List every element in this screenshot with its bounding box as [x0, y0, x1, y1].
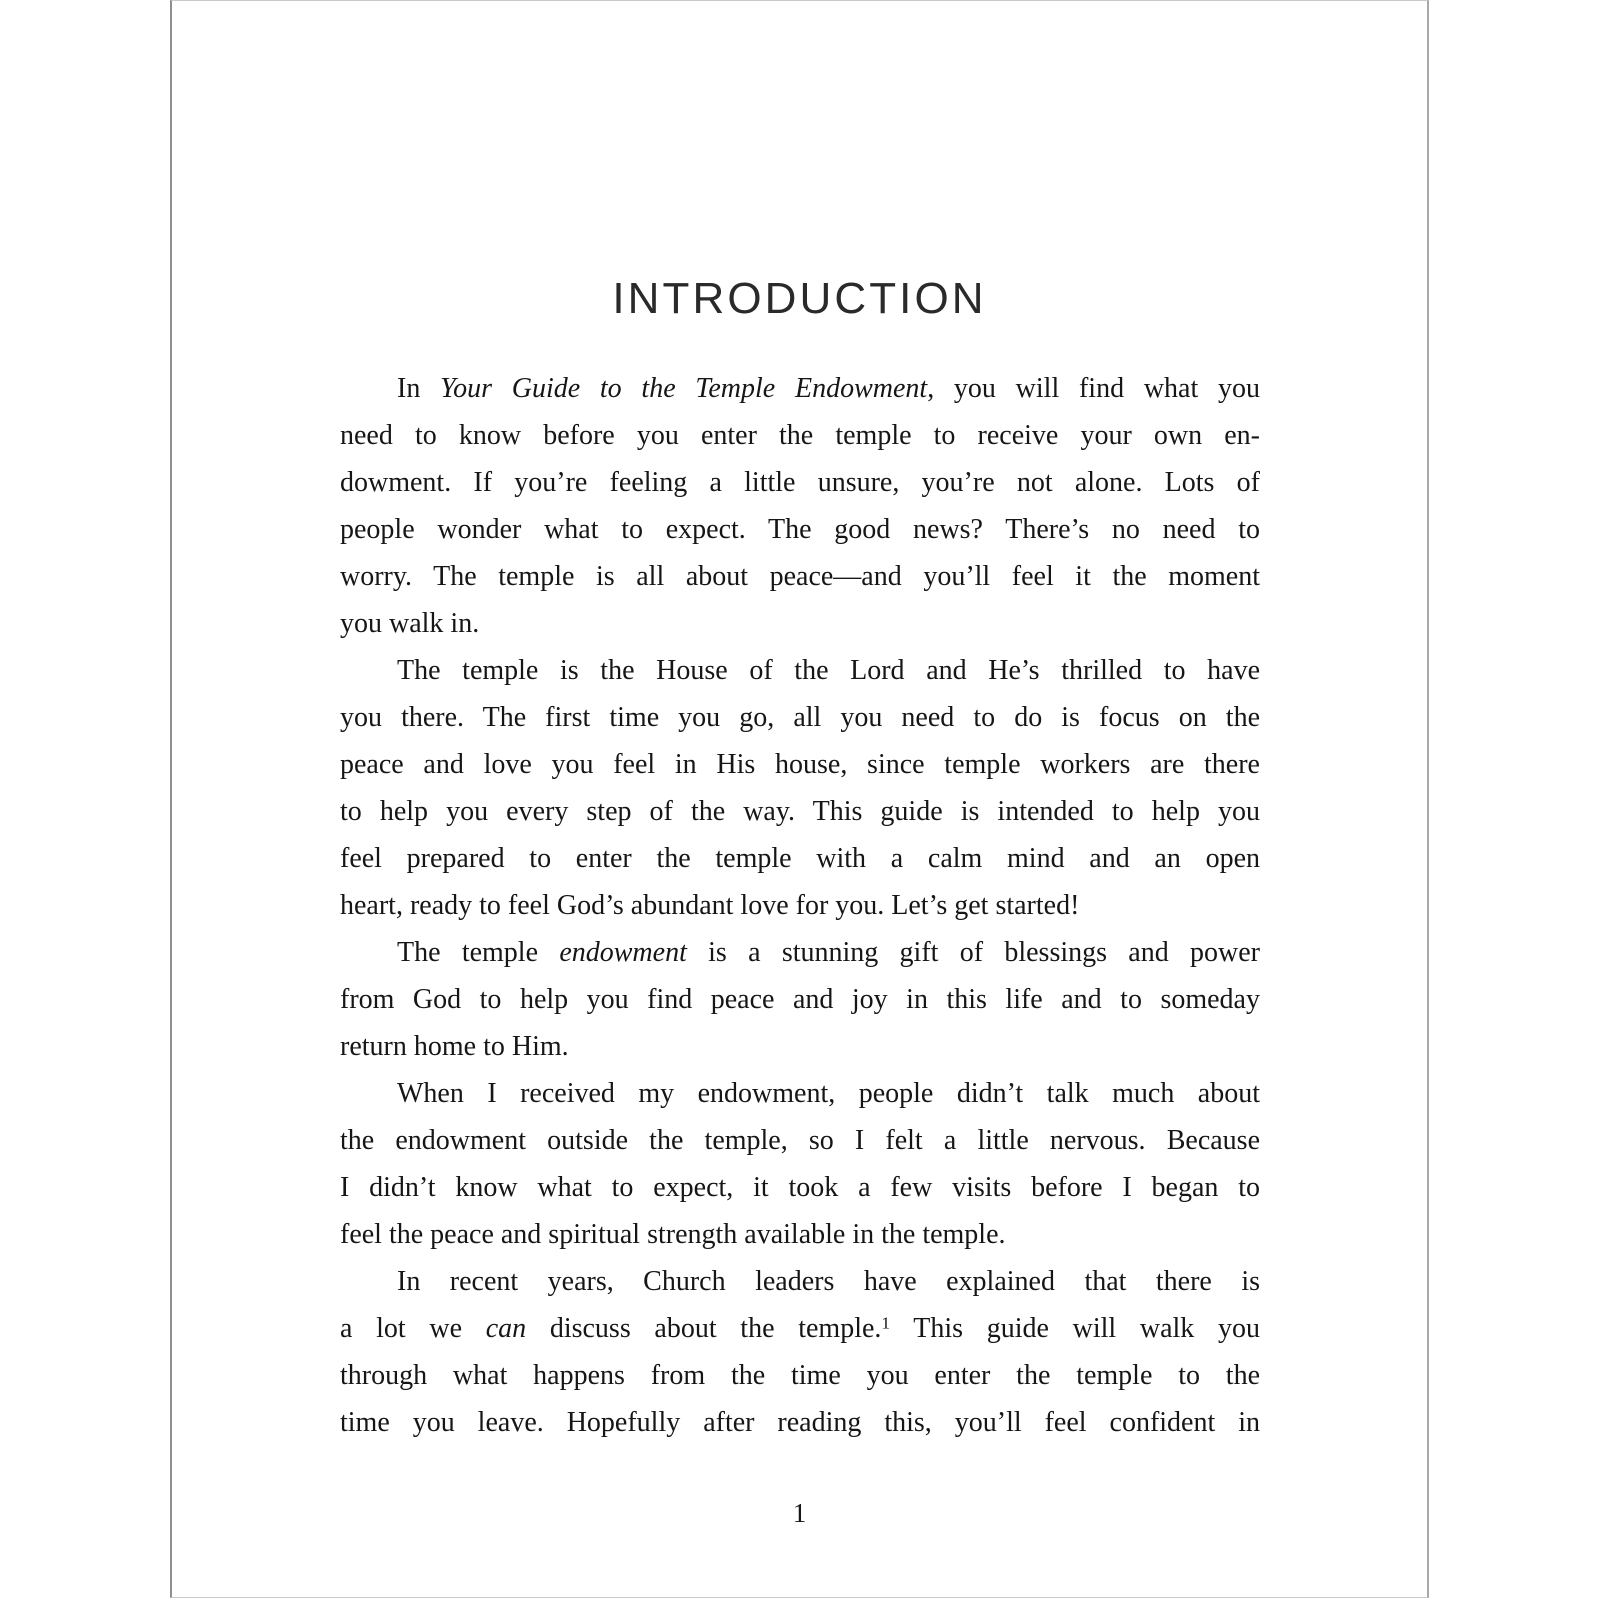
text-line	[340, 459, 1260, 506]
text-segment: Your Guide to the Temple Endowment	[440, 373, 928, 404]
text-segment: to help you every step of the way. This guide is intended to help you	[340, 796, 1260, 827]
text-line	[340, 976, 1260, 1023]
text-line	[340, 412, 1260, 459]
book-page	[170, 0, 1429, 1598]
text-line	[340, 365, 1260, 412]
text-line	[340, 1399, 1260, 1446]
text-line	[340, 1117, 1260, 1164]
text-segment: When I received my endowment, people didn’t talk much about	[397, 1078, 1260, 1109]
text-segment: The temple	[397, 937, 560, 968]
text-line	[340, 694, 1260, 741]
text-segment: feel prepared to enter the temple with a calm mind and an open	[340, 843, 1260, 874]
text-segment: In	[397, 373, 441, 404]
text-line	[340, 1305, 1260, 1352]
text-segment: you walk in.	[340, 608, 480, 639]
chapter-heading: INTRODUCTION	[612, 274, 987, 323]
text-segment: worry. The temple is all about peace—and you’ll feel it the moment	[340, 561, 1260, 592]
text-line	[340, 506, 1260, 553]
text-segment: you there. The first time you go, all you need to do is focus on the	[340, 702, 1260, 733]
text-segment: dowment. If you’re feeling a little unsure, you’re not alone. Lots of	[340, 467, 1260, 498]
text-line	[340, 600, 1260, 647]
text-segment: peace and love you feel in His house, since temple workers are there	[340, 749, 1260, 780]
text-segment: In recent years, Church leaders have explained that there is	[397, 1266, 1260, 1297]
text-segment: I didn’t know what to expect, it took a few visits before I began to	[340, 1172, 1260, 1203]
text-line	[340, 929, 1260, 976]
text-line	[340, 1258, 1260, 1305]
text-line	[340, 788, 1260, 835]
text-segment: the endowment outside the temple, so I felt a little nervous. Because	[340, 1125, 1260, 1156]
text-line	[340, 647, 1260, 694]
footnote-marker: 1	[881, 1313, 891, 1333]
text-segment: time you leave. Hopefully after reading this, you’ll feel confident in	[340, 1407, 1260, 1438]
text-line	[340, 882, 1260, 929]
page-number: 1	[792, 1498, 807, 1528]
text-segment: a lot we	[340, 1313, 486, 1344]
body-text	[340, 365, 1260, 1446]
text-segment: need to know before you enter the temple to receive your own en-	[340, 420, 1260, 451]
text-line	[340, 553, 1260, 600]
text-line	[340, 1352, 1260, 1399]
text-segment: can	[485, 1313, 527, 1344]
text-line	[340, 835, 1260, 882]
text-segment: return home to Him.	[340, 1031, 569, 1062]
text-line	[340, 1164, 1260, 1211]
text-line	[340, 1023, 1260, 1070]
text-segment: endowment	[559, 937, 687, 968]
text-segment: The temple is the House of the Lord and He’s thrilled to have	[397, 655, 1260, 686]
text-segment: This guide will walk you	[890, 1313, 1260, 1344]
text-line	[340, 1211, 1260, 1258]
text-segment: through what happens from the time you enter the temple to the	[340, 1360, 1260, 1391]
text-segment: feel the peace and spiritual strength available in the temple.	[340, 1219, 1006, 1250]
text-line	[340, 741, 1260, 788]
text-segment: discuss about the temple.	[526, 1313, 882, 1344]
text-segment: people wonder what to expect. The good news? There’s no need to	[340, 514, 1260, 545]
text-segment: heart, ready to feel God’s abundant love for you. Let’s get started!	[340, 890, 1080, 921]
text-segment: is a stunning gift of blessings and power	[686, 937, 1260, 968]
text-line	[340, 1070, 1260, 1117]
text-segment: from God to help you find peace and joy in this life and to someday	[340, 984, 1260, 1015]
text-segment: , you will find what you	[927, 373, 1260, 404]
